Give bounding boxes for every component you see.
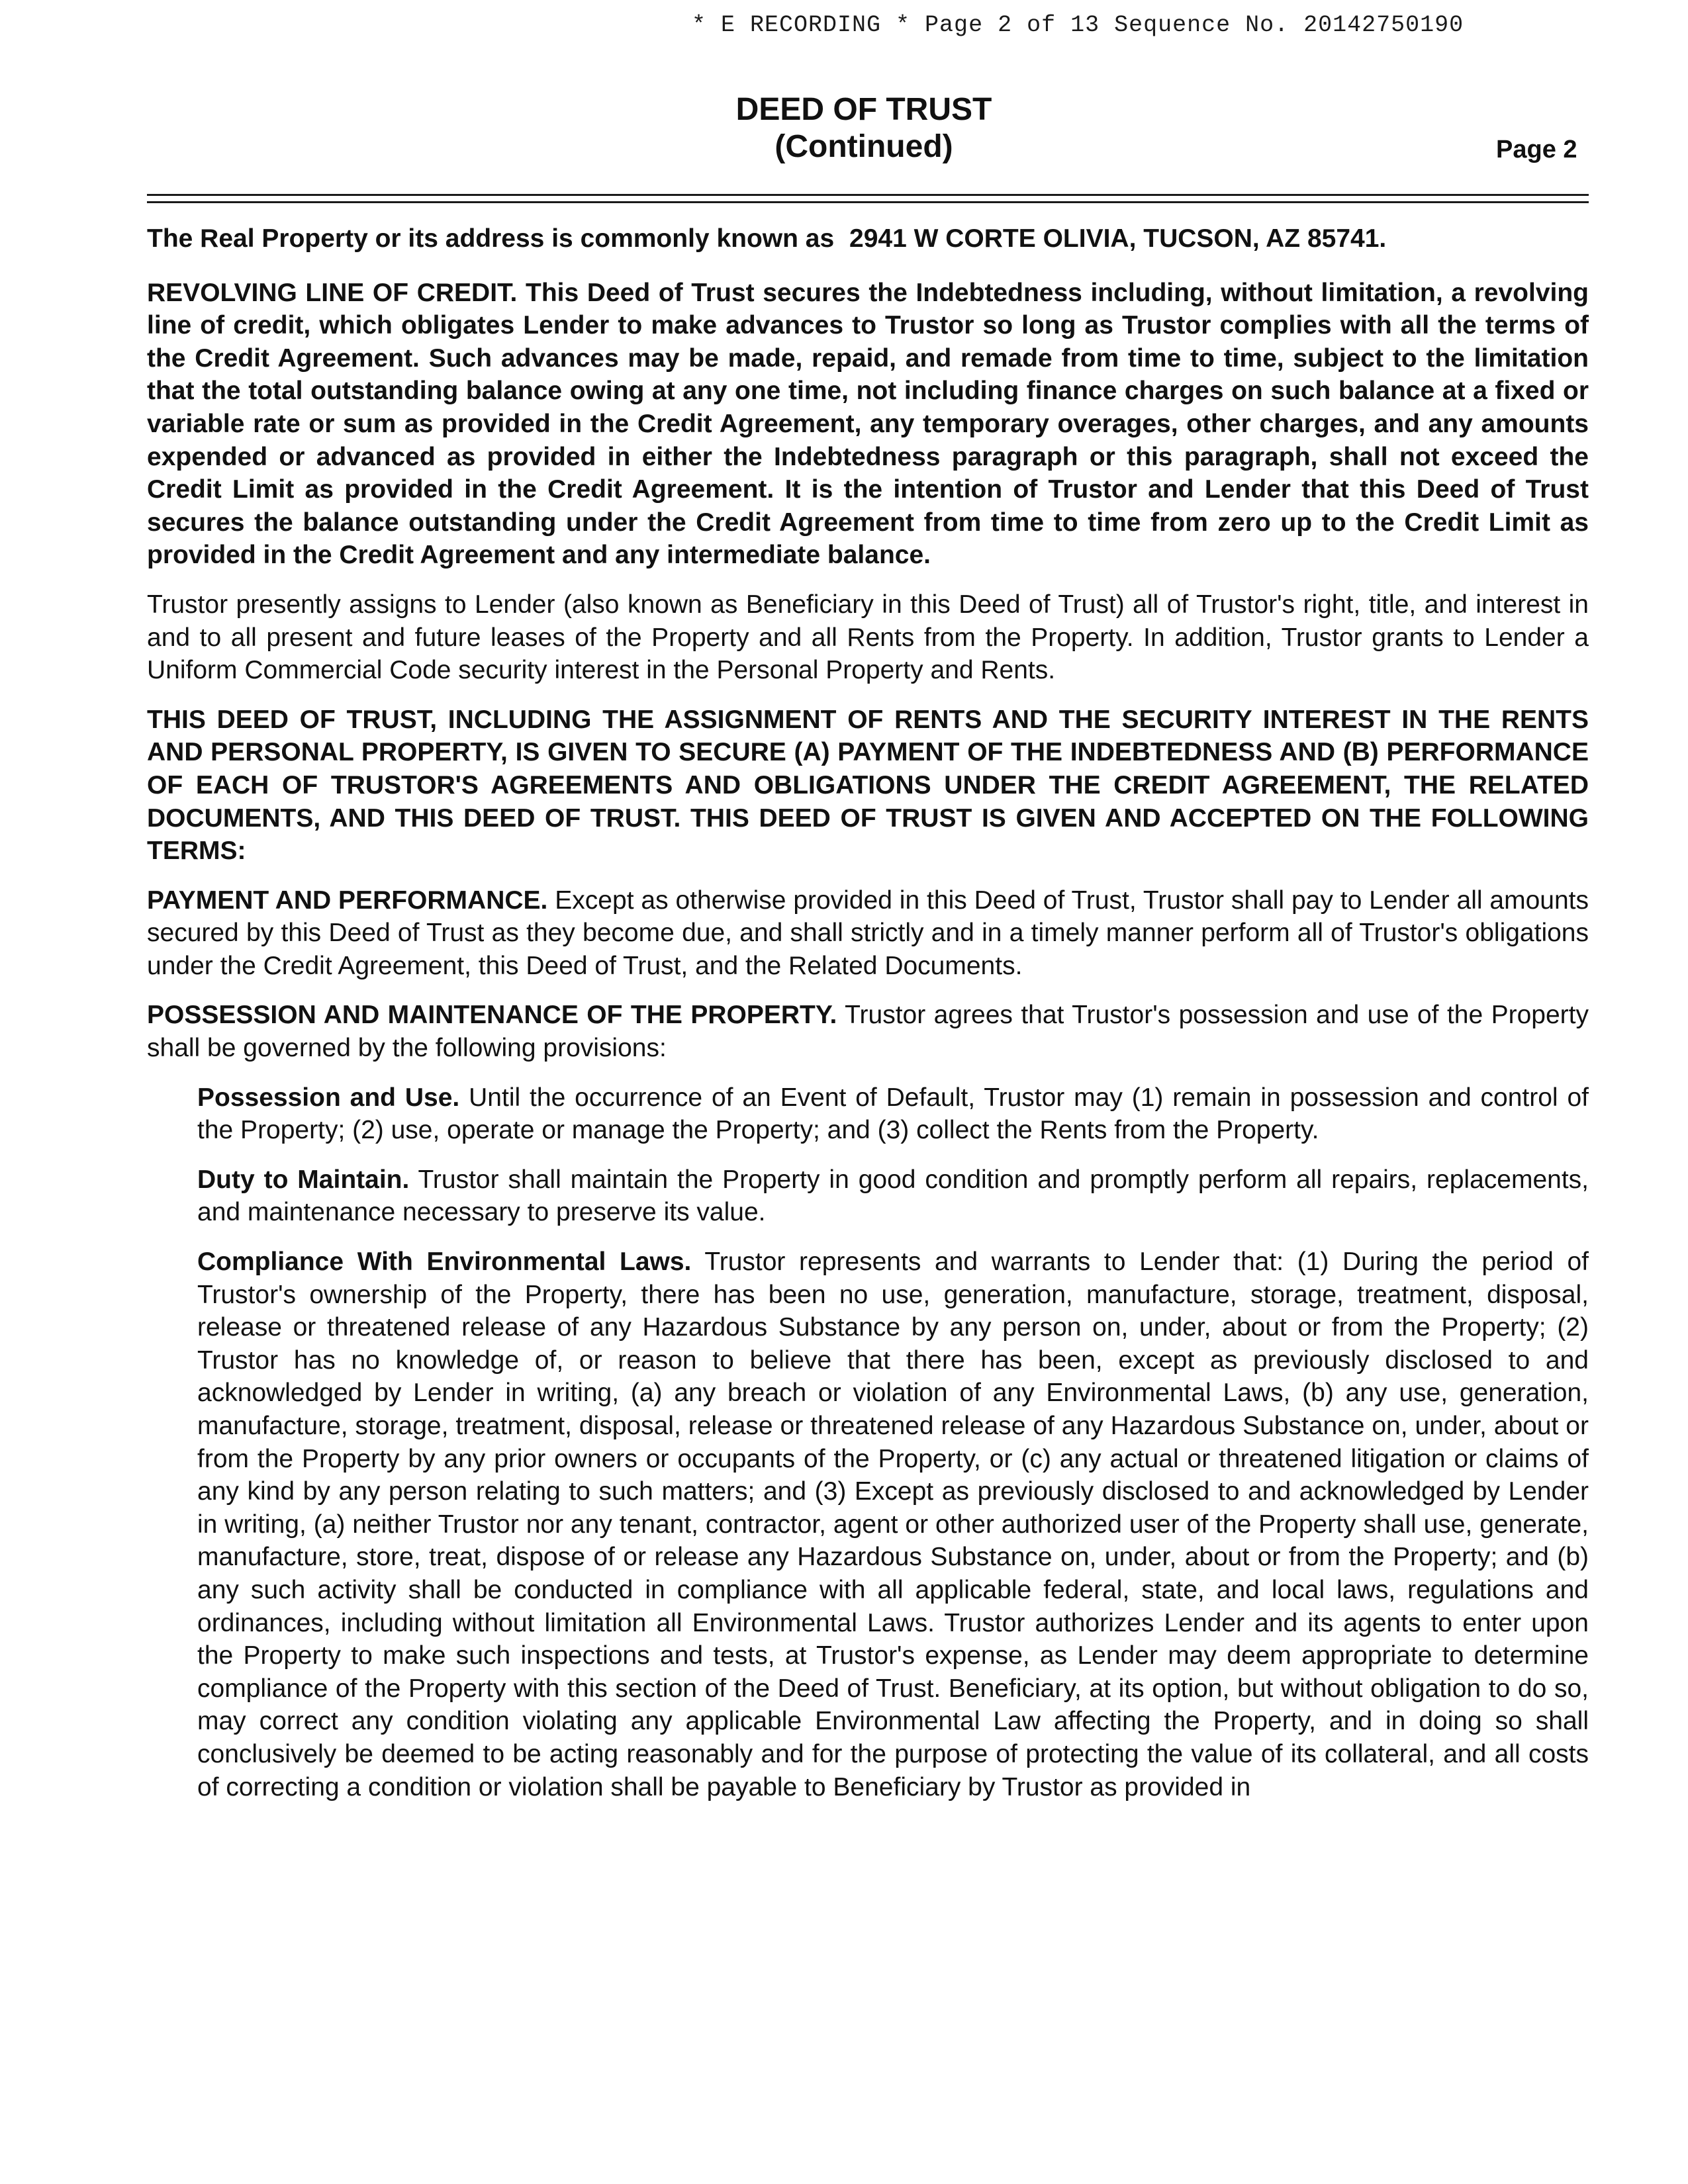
payment-performance-paragraph — [147, 884, 1589, 983]
duty-maintain-text: Trustor shall maintain the Property in good condition and promptly perform all repairs, replacements, and maintenance necessary to preserve its value. — [197, 1165, 1589, 1227]
possession-use-paragraph — [197, 1081, 1589, 1147]
real-property-paragraph — [147, 222, 1589, 255]
revolving-credit-paragraph — [147, 277, 1589, 572]
header-divider-bottom — [147, 201, 1589, 203]
revolving-credit-text: This Deed of Trust secures the Indebtedness including, without limitation, a revolving line of credit, which obligates Lender to make advances to Trustor so long as Trustor complies with all the terms of the Credit Agreement. Such advances may be made, repaid, and remade from time to time, subject to the limitation that the total outstanding balance owing at any one time, not including finance charges on such balance at a fixed or variable rate or sum as provided in the Credit Agreement, any temporary overages, other charges, and any amounts expended or advanced as provided in either the Indebtedness paragraph or this paragraph, shall not exceed the Credit Limit as provided in the Credit Agreement. It is the intention of Trustor and Lender that this Deed of Trust secures the balance outstanding under the Credit Agreement from time to time from zero up to the Credit Limit as provided in the Credit Agreement and any intermediate balance. — [147, 278, 1589, 570]
revolving-credit-heading: REVOLVING LINE OF CREDIT. — [147, 278, 518, 307]
environmental-compliance-heading: Compliance With Environmental Laws. — [197, 1248, 692, 1277]
real-property-intro: The Real Property or its address is commonly known as — [147, 224, 835, 253]
real-property-address: 2941 W CORTE OLIVIA, TUCSON, AZ 85741. — [849, 224, 1387, 253]
document-body — [147, 222, 1589, 1820]
page-number-label: Page 2 — [1496, 136, 1577, 163]
title-block — [0, 91, 1688, 165]
possession-maintenance-paragraph — [147, 999, 1589, 1064]
payment-performance-text: Except as otherwise provided in this Deed of Trust, Trustor shall pay to Lender all amounts secured by this Deed of Trust as they become due, and shall strictly and in a timely manner perform all of Trustor's obligations under the Credit Agreement, this Deed of Trust, and the Related Documents. — [147, 886, 1589, 980]
payment-performance-heading: PAYMENT AND PERFORMANCE. — [147, 886, 548, 915]
possession-use-heading: Possession and Use. — [197, 1083, 460, 1112]
given-to-secure-paragraph: THIS DEED OF TRUST, INCLUDING THE ASSIGNMENT OF RENTS AND THE SECURITY INTEREST IN THE RENTS AND PERSONAL PROPERTY, IS GIVEN TO SECURE (A) PAYMENT OF THE INDEBTEDNESS AND (B) PERFORMANCE OF EACH OF TRUSTOR'S AGREEMENTS AND OBLIGATIONS UNDER THE CREDIT AGREEMENT, THE RELATED DOCUMENTS, AND THIS DEED OF TRUST. THIS DEED OF TRUST IS GIVEN AND ACCEPTED ON THE FOLLOWING TERMS: — [147, 705, 1589, 866]
document-subtitle: (Continued) — [774, 129, 953, 164]
possession-maintenance-heading: POSSESSION AND MAINTENANCE OF THE PROPERTY. — [147, 1001, 837, 1030]
header-divider-top — [147, 194, 1589, 196]
recording-stamp: * E RECORDING * Page 2 of 13 Sequence No. 20142750190 — [692, 12, 1464, 38]
assignment-paragraph: Trustor presently assigns to Lender (also known as Beneficiary in this Deed of Trust) all of Trustor's right, title, and interest in and to all present and future leases of the Property and all Rents from the Property. In addition, Trustor grants to Lender a Uniform Commercial Code security interest in the Personal Property and Rents. — [147, 590, 1589, 685]
environmental-compliance-paragraph — [197, 1246, 1589, 1803]
possession-use-text: Until the occurrence of an Event of Default, Trustor may (1) remain in possession and control of the Property; (2) use, operate or manage the Property; and (3) collect the Rents from the Property. — [197, 1083, 1589, 1145]
possession-maintenance-text: Trustor agrees that Trustor's possession and use of the Property shall be governed by the following provisions: — [147, 1001, 1589, 1063]
duty-maintain-paragraph — [197, 1163, 1589, 1229]
document-title: DEED OF TRUST — [735, 92, 992, 127]
duty-maintain-heading: Duty to Maintain. — [197, 1165, 410, 1194]
environmental-compliance-text: Trustor represents and warrants to Lender that: (1) During the period of Trustor's ownership of the Property, there has been no use, generation, manufacture, storage, treatment, disposal, release or threatened release of any Hazardous Substance by any person on, under, about or from the Property; (2) Trustor has no knowledge of, or reason to believe that there has been, except as previously disclosed to and acknowledged by Lender in writing, (a) any breach or violation of any Environmental Laws, (b) any use, generation, manufacture, storage, treatment, disposal, release or threatened release of any Hazardous Substance on, under, about or from the Property by any prior owners or occupants of the Property, or (c) any actual or threatened litigation or claims of any kind by any person relating to such matters; and (3) Except as previously disclosed to and acknowledged by Lender in writing, (a) neither Trustor nor any tenant, contractor, agent or other authorized user of the Property shall use, generate, manufacture, store, treat, dispose of or release any Hazardous Substance on, under, about or from the Property; and (b) any such activity shall be conducted in compliance with all applicable federal, state, and local laws, regulations and ordinances, including without limitation all Environmental Laws. Trustor authorizes Lender and its agents to enter upon the Property to make such inspections and tests, at Trustor's expense, as Lender may deem appropriate to determine compliance of the Property with this section of the Deed of Trust. Beneficiary, at its option, but without obligation to do so, may correct any condition violating any applicable Environmental Law affecting the Property, and in doing so shall conclusively be deemed to be acting reasonably and for the purpose of protecting the value of its collateral, and all costs of correcting a condition or violation shall be payable to Beneficiary by Trustor as provided in — [197, 1248, 1589, 1801]
